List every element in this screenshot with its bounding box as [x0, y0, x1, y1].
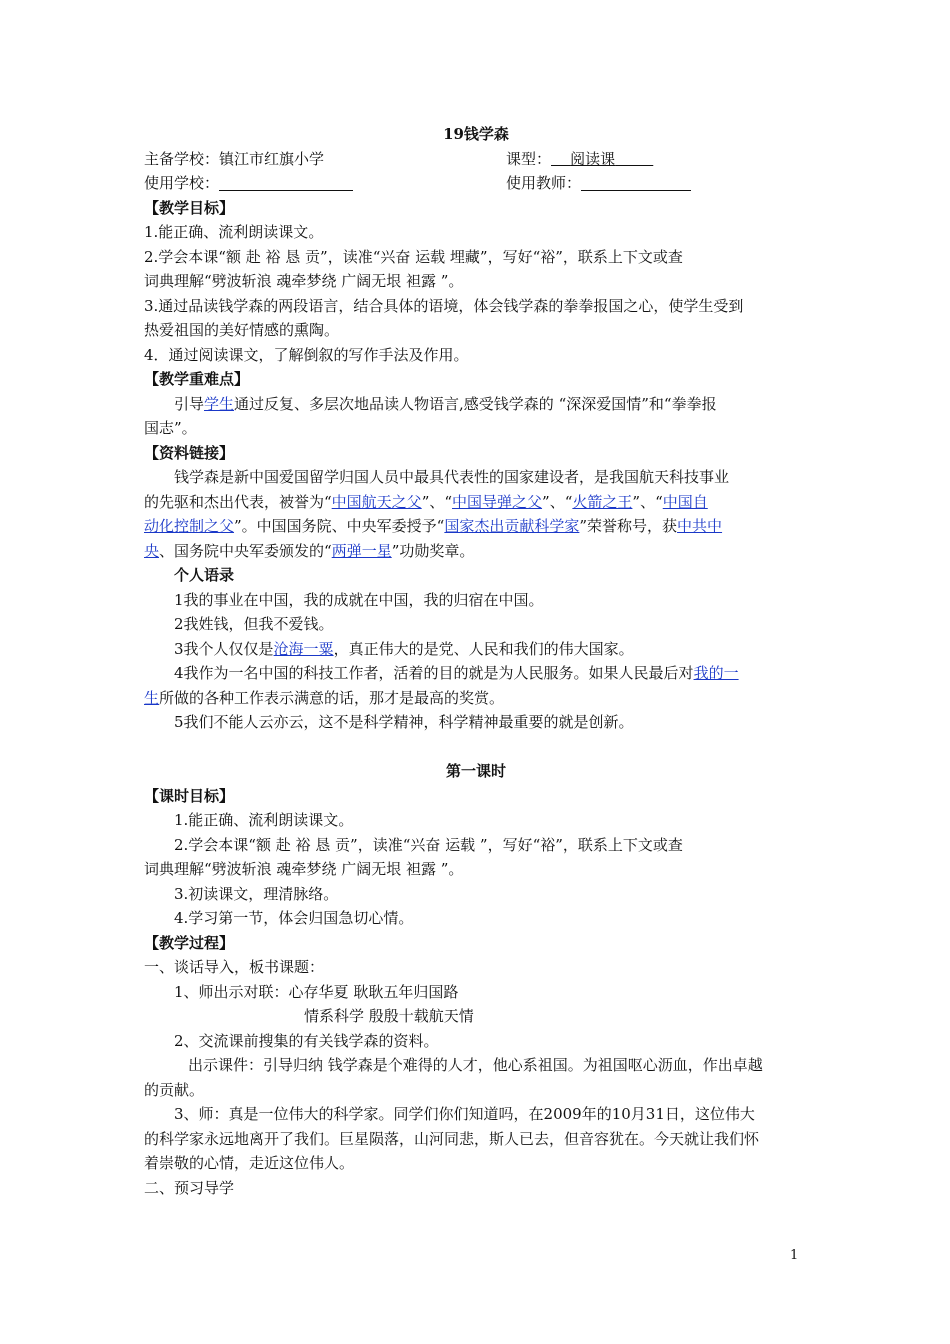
process-line: 一、谈话导入，板书课题： [144, 958, 325, 976]
process-line: 2、交流课前搜集的有关钱学森的资料。 [174, 1031, 439, 1050]
lesson-goal-line: 2.学会本课“额 赴 裕 恳 贡”，读准“兴奋 运载 ”，写好“裕”，联系上下文或查 [174, 835, 683, 854]
page-number: 1 [790, 1248, 799, 1263]
main-school-label: 主备学校：镇江市红旗小学 [144, 149, 325, 168]
goal-line: 3.通过品读钱学森的两段语言，结合具体的语境，体会钱学森的拳拳报国之心，使学生受到 [144, 296, 744, 315]
lesson-goal-line: 4.学习第一节，体会归国急切心情。 [174, 909, 414, 927]
resources-line: 钱学森是新中国爱国留学归国人员中最具代表性的国家建设者，是我国航天科技事业 [174, 468, 730, 486]
link-drop-in-ocean[interactable]: 沧海一粟 [273, 639, 334, 658]
use-school: 使用学校： [144, 171, 506, 196]
process-line: 1、师出示对联：心存华夏 耿耿五年归国路 [174, 982, 459, 1001]
lesson1-title: 第一课时 [445, 762, 506, 780]
process-line: 的贡献。 [144, 1080, 205, 1099]
link-king-of-rockets[interactable]: 火箭之王 [572, 492, 633, 511]
link-father-of-automation-cont[interactable]: 动化控制之父 [144, 517, 235, 535]
key-points-line: 引导学生通过反复、多层次地品读人物语言,感受钱学森的 “深深爱国情”和“拳拳报 [174, 394, 717, 413]
goal-line: 热爱祖国的美好情感的熏陶。 [144, 321, 340, 339]
info-row-1 [144, 147, 808, 172]
link-my-life-cont[interactable]: 生 [144, 688, 160, 707]
link-father-of-missiles[interactable]: 中国导弹之父 [452, 492, 543, 511]
key-points-heading: 【教学重难点】 [144, 370, 250, 388]
link-cpc-central[interactable]: 中共中 [677, 517, 723, 535]
spacer [144, 735, 808, 760]
use-school-blank [219, 174, 353, 191]
process-line: 3、师：真是一位伟大的科学家。同学们你们知道吗，在2009年的10月31日，这位伟大 [174, 1105, 755, 1123]
teaching-goals-heading: 【教学目标】 [144, 198, 235, 217]
document-title: 19钱学森 [443, 125, 509, 143]
resources-heading: 【资料链接】 [144, 443, 235, 462]
lesson-goal-line: 词典理解“劈波斩浪 魂牵梦绕 广阔无垠 袒露 ”。 [144, 860, 464, 878]
lesson-goals-heading: 【课时目标】 [144, 786, 235, 805]
lesson-type [506, 147, 653, 172]
link-student[interactable]: 学生 [204, 394, 235, 413]
quote-line: 生所做的各种工作表示满意的话，那才是最高的奖赏。 [144, 688, 505, 707]
use-teacher-blank [581, 174, 691, 191]
process-line: 的科学家永远地离开了我们。巨星陨落，山河同悲，斯人已去，但音容犹在。今天就让我们怀 [144, 1129, 760, 1148]
link-cpc-central-cont[interactable]: 央 [144, 541, 160, 560]
lesson-type-label: 课型： [506, 149, 552, 168]
link-two-bombs-one-star[interactable]: 两弹一星 [331, 541, 392, 560]
document-body [144, 122, 808, 1200]
resources-line: 的先驱和杰出代表，被誉为“中国航天之父”、“中国导弹之父”、“火箭之王”、“中国自 [144, 492, 708, 511]
quotes-heading: 个人语录 [174, 566, 235, 584]
info-row-2 [144, 171, 808, 196]
lesson-type-value: 阅读课 [570, 149, 616, 168]
goal-line: 词典理解“劈波斩浪 魂牵梦绕 广阔无垠 袒露 ”。 [144, 272, 464, 290]
goal-line: 1.能正确、流利朗读课文。 [144, 223, 324, 241]
teaching-process-heading: 【教学过程】 [144, 933, 235, 952]
quote-line: 5我们不能人云亦云，这不是科学精神，科学精神最重要的就是创新。 [174, 713, 634, 731]
link-national-scientist[interactable]: 国家杰出贡献科学家 [444, 517, 580, 535]
use-teacher: 使用教师： [506, 171, 691, 196]
quote-line: 1我的事业在中国，我的成就在中国，我的归宿在中国。 [174, 590, 544, 609]
key-points-line: 国志”。 [144, 419, 197, 437]
quote-line: 2我姓钱，但我不爱钱。 [174, 615, 334, 633]
resources-line: 央、国务院中央军委颁发的“两弹一星”功勋奖章。 [144, 541, 475, 560]
quote-line: 3我个人仅仅是沧海一粟，真正伟大的是党、人民和我们的伟大国家。 [174, 639, 634, 658]
resources-line: 动化控制之父”。中国国务院、中央军委授予“国家杰出贡献科学家”荣誉称号，获中共中 [144, 517, 723, 535]
goal-line: 2.学会本课“额 赴 裕 恳 贡”，读准“兴奋 运载 埋藏”，写好“裕”，联系上下文或查 [144, 247, 683, 266]
process-line: 情系科学 殷殷十载航天情 [304, 1007, 474, 1025]
process-line: 出示课件：引导归纳 钱学森是个难得的人才，他心系祖国。为祖国呕心沥血，作出卓越 [188, 1056, 763, 1074]
link-father-of-automation[interactable]: 中国自 [662, 492, 708, 511]
lesson-goal-line: 1.能正确、流利朗读课文。 [174, 811, 354, 829]
link-my-life[interactable]: 我的一 [693, 664, 739, 682]
goal-line: 4．通过阅读课文，了解倒叙的写作手法及作用。 [144, 345, 469, 364]
process-line: 着崇敬的心情，走近这位伟人。 [144, 1154, 355, 1172]
quote-line: 4我作为一名中国的科技工作者，活着的目的就是为人民服务。如果人民最后对我的一 [174, 664, 739, 682]
process-line: 二、预习导学 [144, 1178, 235, 1197]
link-father-of-aerospace[interactable]: 中国航天之父 [331, 492, 422, 511]
lesson-goal-line: 3.初读课文，理清脉络。 [174, 884, 339, 903]
